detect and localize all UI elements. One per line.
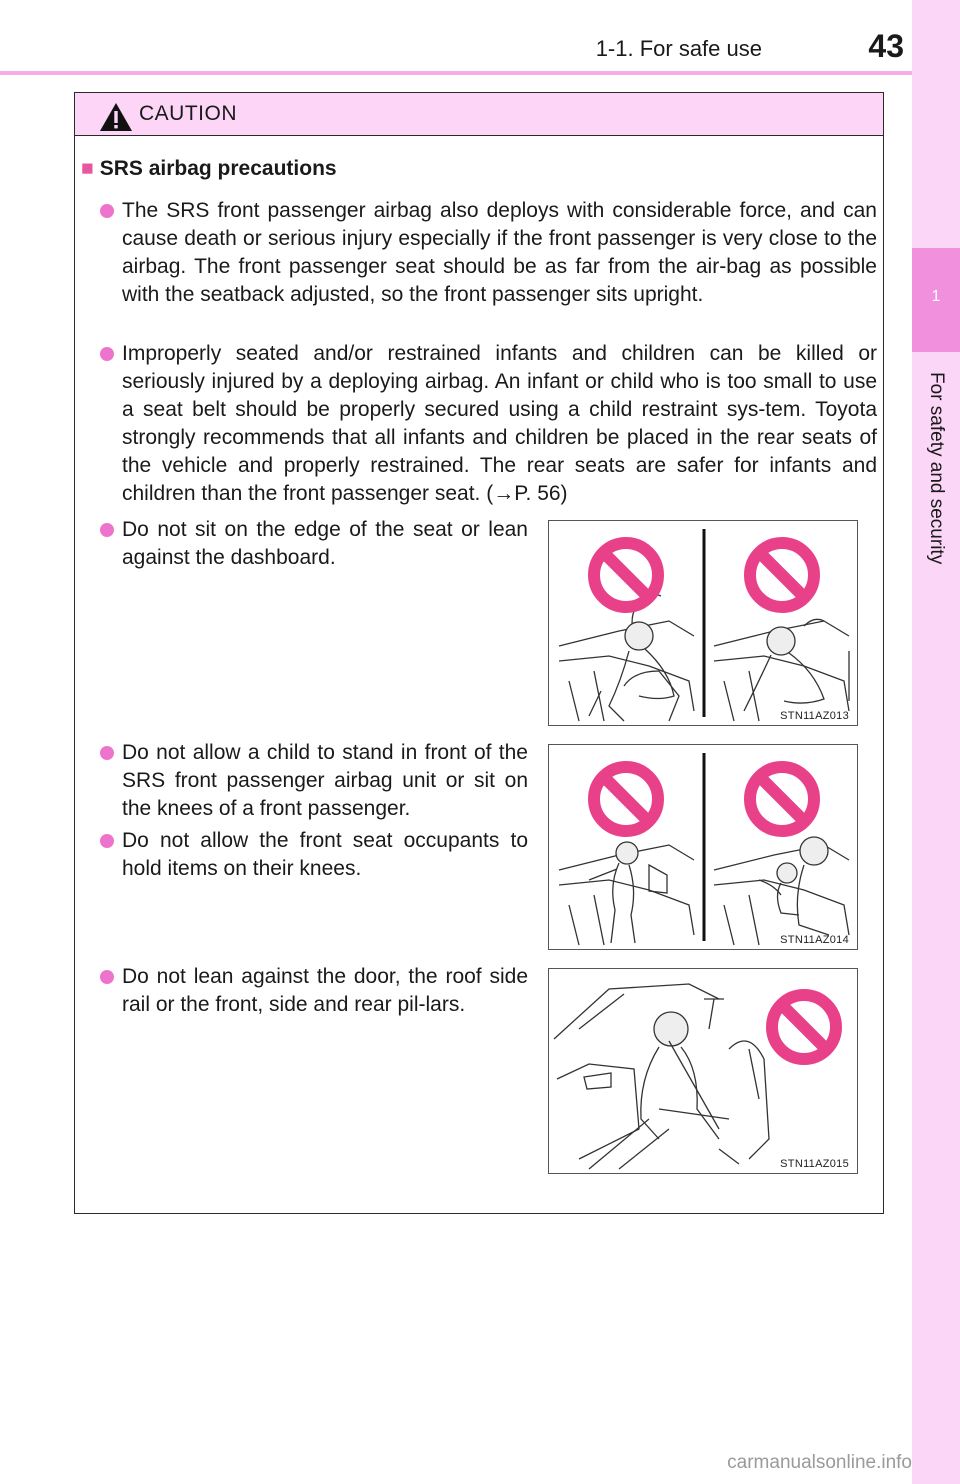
side-strip: [912, 0, 960, 1484]
caution-header: [75, 93, 883, 136]
caution-label: CAUTION: [139, 102, 237, 125]
illustration-lean-door: [548, 968, 858, 1174]
bullet-dot-icon: [100, 204, 114, 218]
image-code: STN11AZ015: [780, 1158, 849, 1170]
header-rule: [0, 71, 912, 75]
page-number: 43: [868, 28, 904, 64]
bullet-dot-icon: [100, 523, 114, 537]
item-items-on-knees-text: Do not allow the front seat occupants to hold items on their knees.: [122, 829, 528, 880]
paragraph-front-airbag: The SRS front passenger airbag also deploys with considerable force, and can cause death or serious injury especially if the front passenger is very close to the airbag. The front passenger seat should be as far from the air-bag as possible with the seatback adjusted, so the front passenger sits upright.: [122, 199, 877, 306]
paragraph-children: Improperly seated and/or restrained infants and children can be killed or seriously injured by a deploying airbag. An infant or child who is too small to use a seat belt should be properly secured using a child restraint sys-tem. Toyota strongly recommends that all infants and children be placed in the rear seats of the vehicle and properly restrained. The rear seats are safer for infants and children than the front passenger seat. (→P. 56): [122, 342, 877, 505]
illustration-seat-edge: [548, 520, 858, 726]
chapter-label: For safety and security: [926, 372, 947, 565]
item-seat-edge-text: Do not sit on the edge of the seat or lean against the dashboard.: [122, 518, 528, 569]
section-title: 1-1. For safe use: [595, 36, 762, 61]
warning-triangle-icon: [99, 102, 133, 132]
illustration-child-standing: [548, 744, 858, 950]
chapter-number: 1: [931, 288, 941, 305]
square-bullet-icon: ■: [81, 157, 94, 180]
image-code: STN11AZ014: [780, 934, 849, 946]
item-child-standing-text: Do not allow a child to stand in front of the SRS front passenger airbag unit or sit on the knees of a front passenger.: [122, 741, 528, 820]
image-code: STN11AZ013: [780, 710, 849, 722]
bullet-dot-icon: [100, 834, 114, 848]
item-lean-door-text: Do not lean against the door, the roof side rail or the front, side and rear pil-lars.: [122, 965, 528, 1016]
bullet-dot-icon: [100, 347, 114, 361]
bullet-dot-icon: [100, 970, 114, 984]
watermark: carmanualsonline.info: [727, 1452, 912, 1473]
bullet-dot-icon: [100, 746, 114, 760]
section-heading-text: SRS airbag precautions: [99, 157, 337, 180]
section-heading: [81, 157, 337, 181]
